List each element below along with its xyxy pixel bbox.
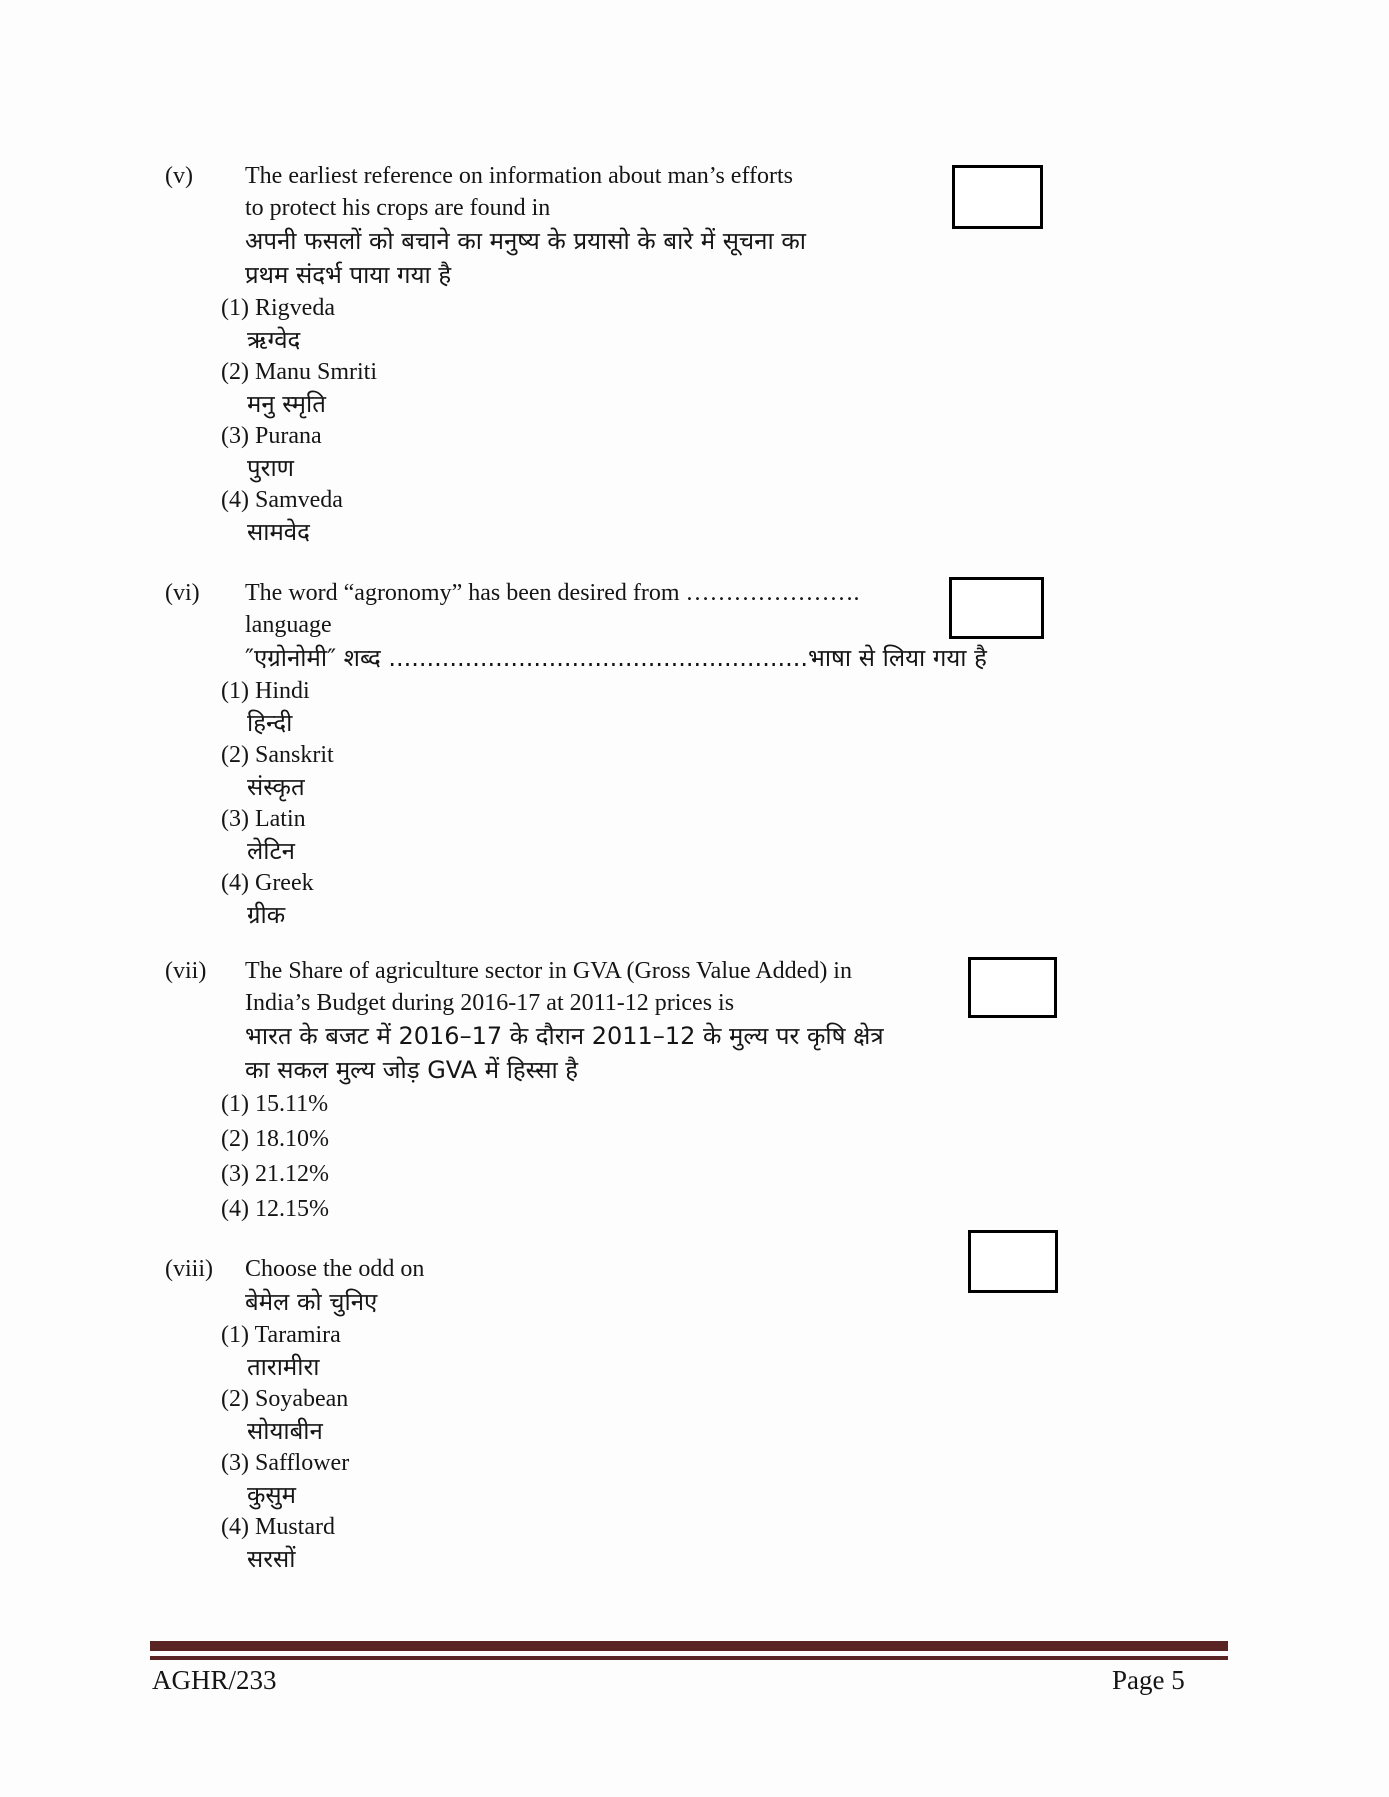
option-text-english: Greek [254,870,314,896]
option-label: (3) [221,423,249,449]
option [221,356,806,420]
option-text-english: 12.15% [254,1196,329,1222]
option-label: (1) [221,1322,249,1348]
option [221,1087,884,1122]
option-text-hindi: हिन्दी [247,709,293,737]
option [221,1511,424,1575]
option-label: (2) [221,1126,249,1152]
option-label: (4) [221,1196,249,1222]
option [221,803,987,867]
option [221,484,806,548]
option-text-english: Taramira [254,1322,341,1348]
option [221,739,987,803]
option-text-hindi: कुसुम [247,1481,297,1509]
option-label: (3) [221,1450,249,1476]
question-viii-number: (viii) [165,1256,213,1282]
question-v-english-line2: to protect his crops are found in [245,195,551,221]
option-label: (3) [221,1161,249,1187]
question-v [165,160,806,548]
question-v-hindi-line2: प्रथम संदर्भ पाया गया है [245,261,452,289]
option-label: (3) [221,806,249,832]
question-vii-english-line2: India’s Budget during 2016-17 at 2011-12 prices is [245,990,735,1016]
option-text-hindi: सोयाबीन [247,1417,323,1445]
option-text-english: 15.11% [254,1091,329,1117]
option-text-english: Hindi [254,678,310,704]
question-viii-hindi-line1: बेमेल को चुनिए [245,1288,378,1316]
option-label: (1) [221,295,249,321]
option-label: (4) [221,870,249,896]
option [221,1157,884,1192]
option [221,1192,884,1227]
option-label: (1) [221,1091,249,1117]
option-text-english: Safflower [254,1450,350,1476]
option [221,1383,424,1447]
option-text-english: Soyabean [254,1386,349,1412]
question-vi-options [221,675,987,931]
option-label: (2) [221,359,249,385]
option-text-english: Rigveda [254,295,335,321]
option-text-english: Manu Smriti [254,359,377,385]
option-label: (1) [221,678,249,704]
answer-box-vi[interactable] [949,577,1044,639]
footer-rule-thin [150,1656,1228,1660]
question-viii-options [221,1319,424,1575]
option-label: (4) [221,487,249,513]
option-text-english: Sanskrit [254,742,334,768]
option-text-hindi: पुराण [247,454,295,482]
option-label: (2) [221,742,249,768]
option-text-english: Purana [254,423,322,449]
question-vii-hindi-line1: भारत के बजट में 2016–17 के दौरान 2011–12 के मुल्य पर कृषि क्षेत्र [245,1022,884,1050]
question-v-options [221,292,806,548]
option [221,1319,424,1383]
option [221,1447,424,1511]
question-v-number: (v) [165,163,193,189]
option-text-english: Samveda [254,487,343,513]
option-text-hindi: लेटिन [247,837,295,865]
answer-box-vii[interactable] [968,957,1057,1018]
option-text-hindi: ग्रीक [247,901,286,929]
option-text-hindi: मनु स्मृति [247,390,326,418]
paper-code: AGHR/233 [152,1665,277,1695]
question-viii-english-line1: Choose the odd on [245,1256,425,1282]
option-text-english: 18.10% [254,1126,329,1152]
answer-box-v[interactable] [952,165,1043,229]
option-text-english: Latin [254,806,306,832]
option [221,867,987,931]
option-text-english: Mustard [254,1514,335,1540]
question-v-hindi-line1: अपनी फसलों को बचाने का मनुष्य के प्रयासो के बारे में सूचना का [245,227,806,255]
option-text-hindi: संस्कृत [247,773,305,801]
option-text-english: 21.12% [254,1161,329,1187]
question-viii [165,1253,424,1575]
option [221,1122,884,1157]
option-label: (2) [221,1386,249,1412]
option-text-hindi: सरसों [247,1545,296,1573]
question-vii-english-line1: The Share of agriculture sector in GVA (Gross Value Added) in [245,958,852,984]
question-vii-options [221,1087,884,1227]
option-text-hindi: तारामीरा [247,1353,320,1381]
option [221,420,806,484]
question-vii-number: (vii) [165,958,207,984]
option-text-hindi: ऋग्वेद [247,326,301,354]
option-label: (4) [221,1514,249,1540]
option-text-hindi: सामवेद [247,518,310,546]
option [221,292,806,356]
page-number: Page 5 [1112,1665,1185,1695]
question-v-english-line1: The earliest reference on information about man’s efforts [245,163,794,189]
question-vi-english-line1: The word “agronomy” has been desired from …………………. [245,580,860,606]
answer-box-viii[interactable] [968,1230,1058,1293]
question-vi-number: (vi) [165,580,200,606]
question-vii-hindi-line2: का सकल मुल्य जोड़ GVA में हिस्सा है [245,1056,579,1084]
question-vi-english-line2: language [245,612,332,638]
question-vi-hindi-line1: ″एग्रोनोमी″ शब्द .......................................................भाषा से लिया गया है [245,644,987,672]
question-vi [165,577,987,931]
question-vii [165,955,884,1227]
option [221,675,987,739]
footer-rule-thick [150,1641,1228,1651]
